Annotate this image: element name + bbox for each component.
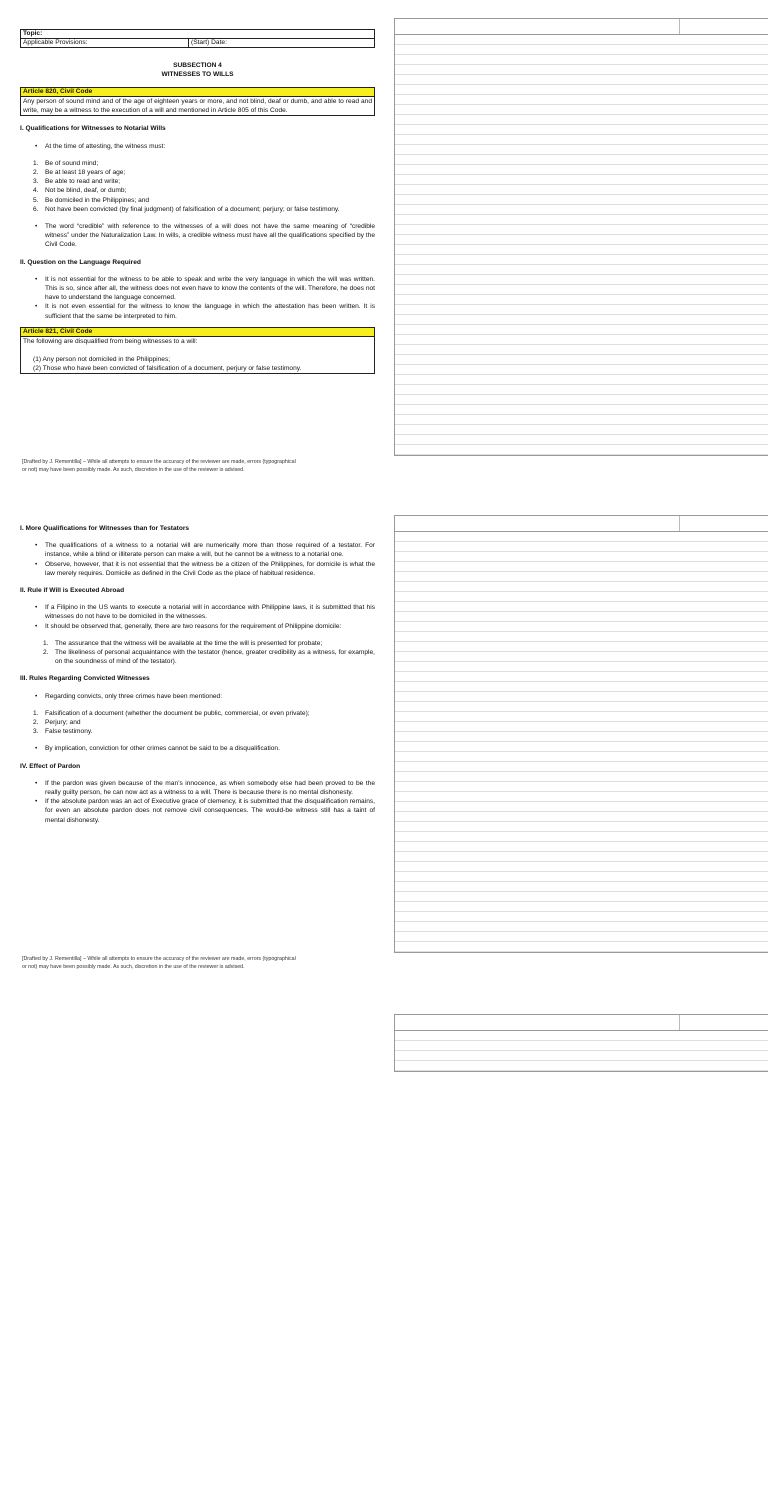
notes-lines [394,1030,768,1072]
provisions-label: Applicable Provisions: [23,39,189,47]
list-number: 1. [43,639,49,647]
notes-panel [394,515,768,953]
list-item [33,718,375,727]
section-4-title: IV. Effect of Pardon [20,762,81,770]
list-item [33,186,375,195]
disclaimer-footer [22,458,367,474]
notes-header [394,1014,768,1030]
article-820-box [20,87,375,116]
bullet-item: • If a Filipino in the US wants to execute a notarial will in accordance with Philippine laws, it is submitted that his witnesses do not have to be domiciled in the witnesses. [45,603,375,621]
list-text: The likeliness of personal acquaintance with the testator (hence, greater credibility as a witness, for example, on the soundness of mind of the testator). [55,649,375,666]
list-item [33,159,375,168]
list-number: 1. [33,709,39,717]
article-820-head: Article 820, Civil Code [21,88,374,97]
bullet-item: • It is not essential for the witness to be able to speak and write the very language in which the will was written. This is so, since after all, the witness does not even have to know the contents of the will. Therefore, he does not have to understand the language concerned. [45,275,375,303]
bullet-item: • Regarding convicts, only three crimes have been mentioned: [45,692,375,701]
disclaimer-footer [22,955,367,971]
footer-line: or not) may have been possibly made. As such, discretion in the use of the reviewer is advised. [22,467,245,473]
section-1-title: I. Qualifications for Witnesses to Notarial Wills [20,125,166,133]
bullet-item: • The qualifications of a witness to a notarial will are numerically more than those required of a testator. For instance, while a blind or illiterate person can make a will, but he cannot be a witness to a notarial one. [45,541,375,559]
document-column [20,524,375,825]
section-3-bullets [20,692,375,701]
article-821-item: (1) Any person not domiciled in the Philippines; [33,356,171,364]
topic-label: Topic: [23,30,43,37]
section-1-title: I. More Qualifications for Witnesses than for Testators [20,525,190,532]
qualifications-list [20,159,375,214]
header-table [20,29,375,48]
list-text: Falsification of a document (whether the document be public, commercial, or even private); [45,709,310,717]
article-821-item: (2) Those who have been convicted of falsification of a document, perjury or false testimony. [33,365,302,373]
article-821-body [21,337,374,374]
document-column [20,29,375,374]
list-item [33,709,375,718]
list-text: The assurance that the witness will be available at the time the will is presented for probate; [55,639,323,647]
section-2-title: II. Question on the Language Required [20,258,141,266]
section-2-bullets [20,603,375,631]
section-1-bullets-2 [20,222,375,250]
list-item [43,648,375,666]
section-3-bullets-2 [20,744,375,753]
page-1 [0,0,768,497]
footer-line: [Drafted by J. Rementilla] – While all attempts to ensure the accuracy of the reviewer are made, errors (typographical [22,459,296,465]
list-item [33,727,375,736]
list-number: 1. [33,159,39,167]
footer-line: or not) may have been possibly made. As such, discretion in the use of the reviewer is advised. [22,964,245,970]
notes-panel [394,18,768,456]
domicile-reasons-list [20,639,375,667]
list-number: 2. [33,169,39,177]
list-text: Be at least 18 years of age; [45,169,126,177]
list-item [33,205,375,214]
footer-line: [Drafted by J. Rementilla] – While all attempts to ensure the accuracy of the reviewer are made, errors (typographical [22,956,296,962]
bullet-item: • It should be observed that, generally, there are two reasons for the requirement of Philippine domicile: [45,622,375,631]
article-821-head: Article 821, Civil Code [21,328,374,337]
notes-header [394,18,768,34]
list-text: Not have been convicted (by final judgment) of falsification of a document; perjury; or false testimony. [45,205,340,213]
section-3-title: III. Rules Regarding Convicted Witnesses [20,675,150,683]
notes-panel [394,1014,768,1072]
list-item [43,639,375,648]
list-text: Perjury; and [45,719,81,727]
section-2-title: II. Rule if Will is Executed Abroad [20,587,125,595]
bullet-item: • The word “credible” with reference to the witnesses of a will does not have the same meaning of “credible witness” under the Naturalization Law. In wills, a credible witness must have all the qualifications specified by the Civil Code. [45,222,375,250]
section-1-bullets [20,541,375,578]
list-number: 6. [33,205,39,213]
list-number: 2. [33,719,39,727]
section-1-bullets [20,142,375,151]
list-item [33,177,375,186]
subsection-title [20,61,375,79]
list-text: Not be blind, deaf, or dumb; [45,187,127,195]
section-4-bullets [20,779,375,825]
subsection-name: WITNESSES TO WILLS [161,71,234,78]
bullet-item: • Observe, however, that it is not essential that the witness be a citizen of the Philippines, for domicile is what the law merely requires. Domicile as defined in the Civil Code as the place of habitual residence. [45,560,375,578]
article-821-intro: The following are disqualified from being witnesses to a will: [23,337,198,345]
notes-lines [394,34,768,456]
notes-lines [394,531,768,953]
article-821-box [20,327,375,375]
bullet-item: • By implication, conviction for other crimes cannot be said to be a disqualification. [45,744,375,753]
article-820-body: Any person of sound mind and of the age of eighteen years or more, and not blind, deaf or dumb, and able to read and write, may be a witness to the execution of a will and mentioned in Article 805 of this Code. [23,98,372,115]
list-item [33,168,375,177]
crimes-list [20,709,375,737]
section-2-bullets [20,275,375,321]
bullet-item: • If the absolute pardon was an act of Executive grace of clemency, it is submitted that the disqualification remains, for even an absolute pardon does not remove civil consequences. The would-be witness still has a taint of mental dishonesty. [45,797,375,825]
list-text: Be able to read and write; [45,178,121,186]
list-text: False testimony. [45,728,93,736]
bullet-item: • If the pardon was given because of the man’s innocence, as when somebody else had been proved to be the really guilty person, he can now act as a witness to a will. There is because there is no mental dishonesty. [45,779,375,797]
list-number: 2. [43,649,49,657]
list-item [33,196,375,205]
bullet-item: • It is not even essential for the witness to know the language in which the attestation has been written. It is sufficient that the same be interpreted to him. [45,302,375,320]
list-text: Be domiciled in the Philippines; and [45,196,150,204]
list-number: 4. [33,187,39,195]
date-label: (Start) Date: [191,39,227,46]
page-2 [0,497,768,994]
list-text: Be of sound mind; [45,159,99,167]
list-number: 3. [33,178,39,186]
bullet-item: • At the time of attesting, the witness must: [45,142,375,151]
subsection-number: SUBSECTION 4 [173,62,222,69]
list-number: 3. [33,728,39,736]
notes-header [394,515,768,531]
page-3 [0,994,768,1491]
list-number: 5. [33,196,39,204]
